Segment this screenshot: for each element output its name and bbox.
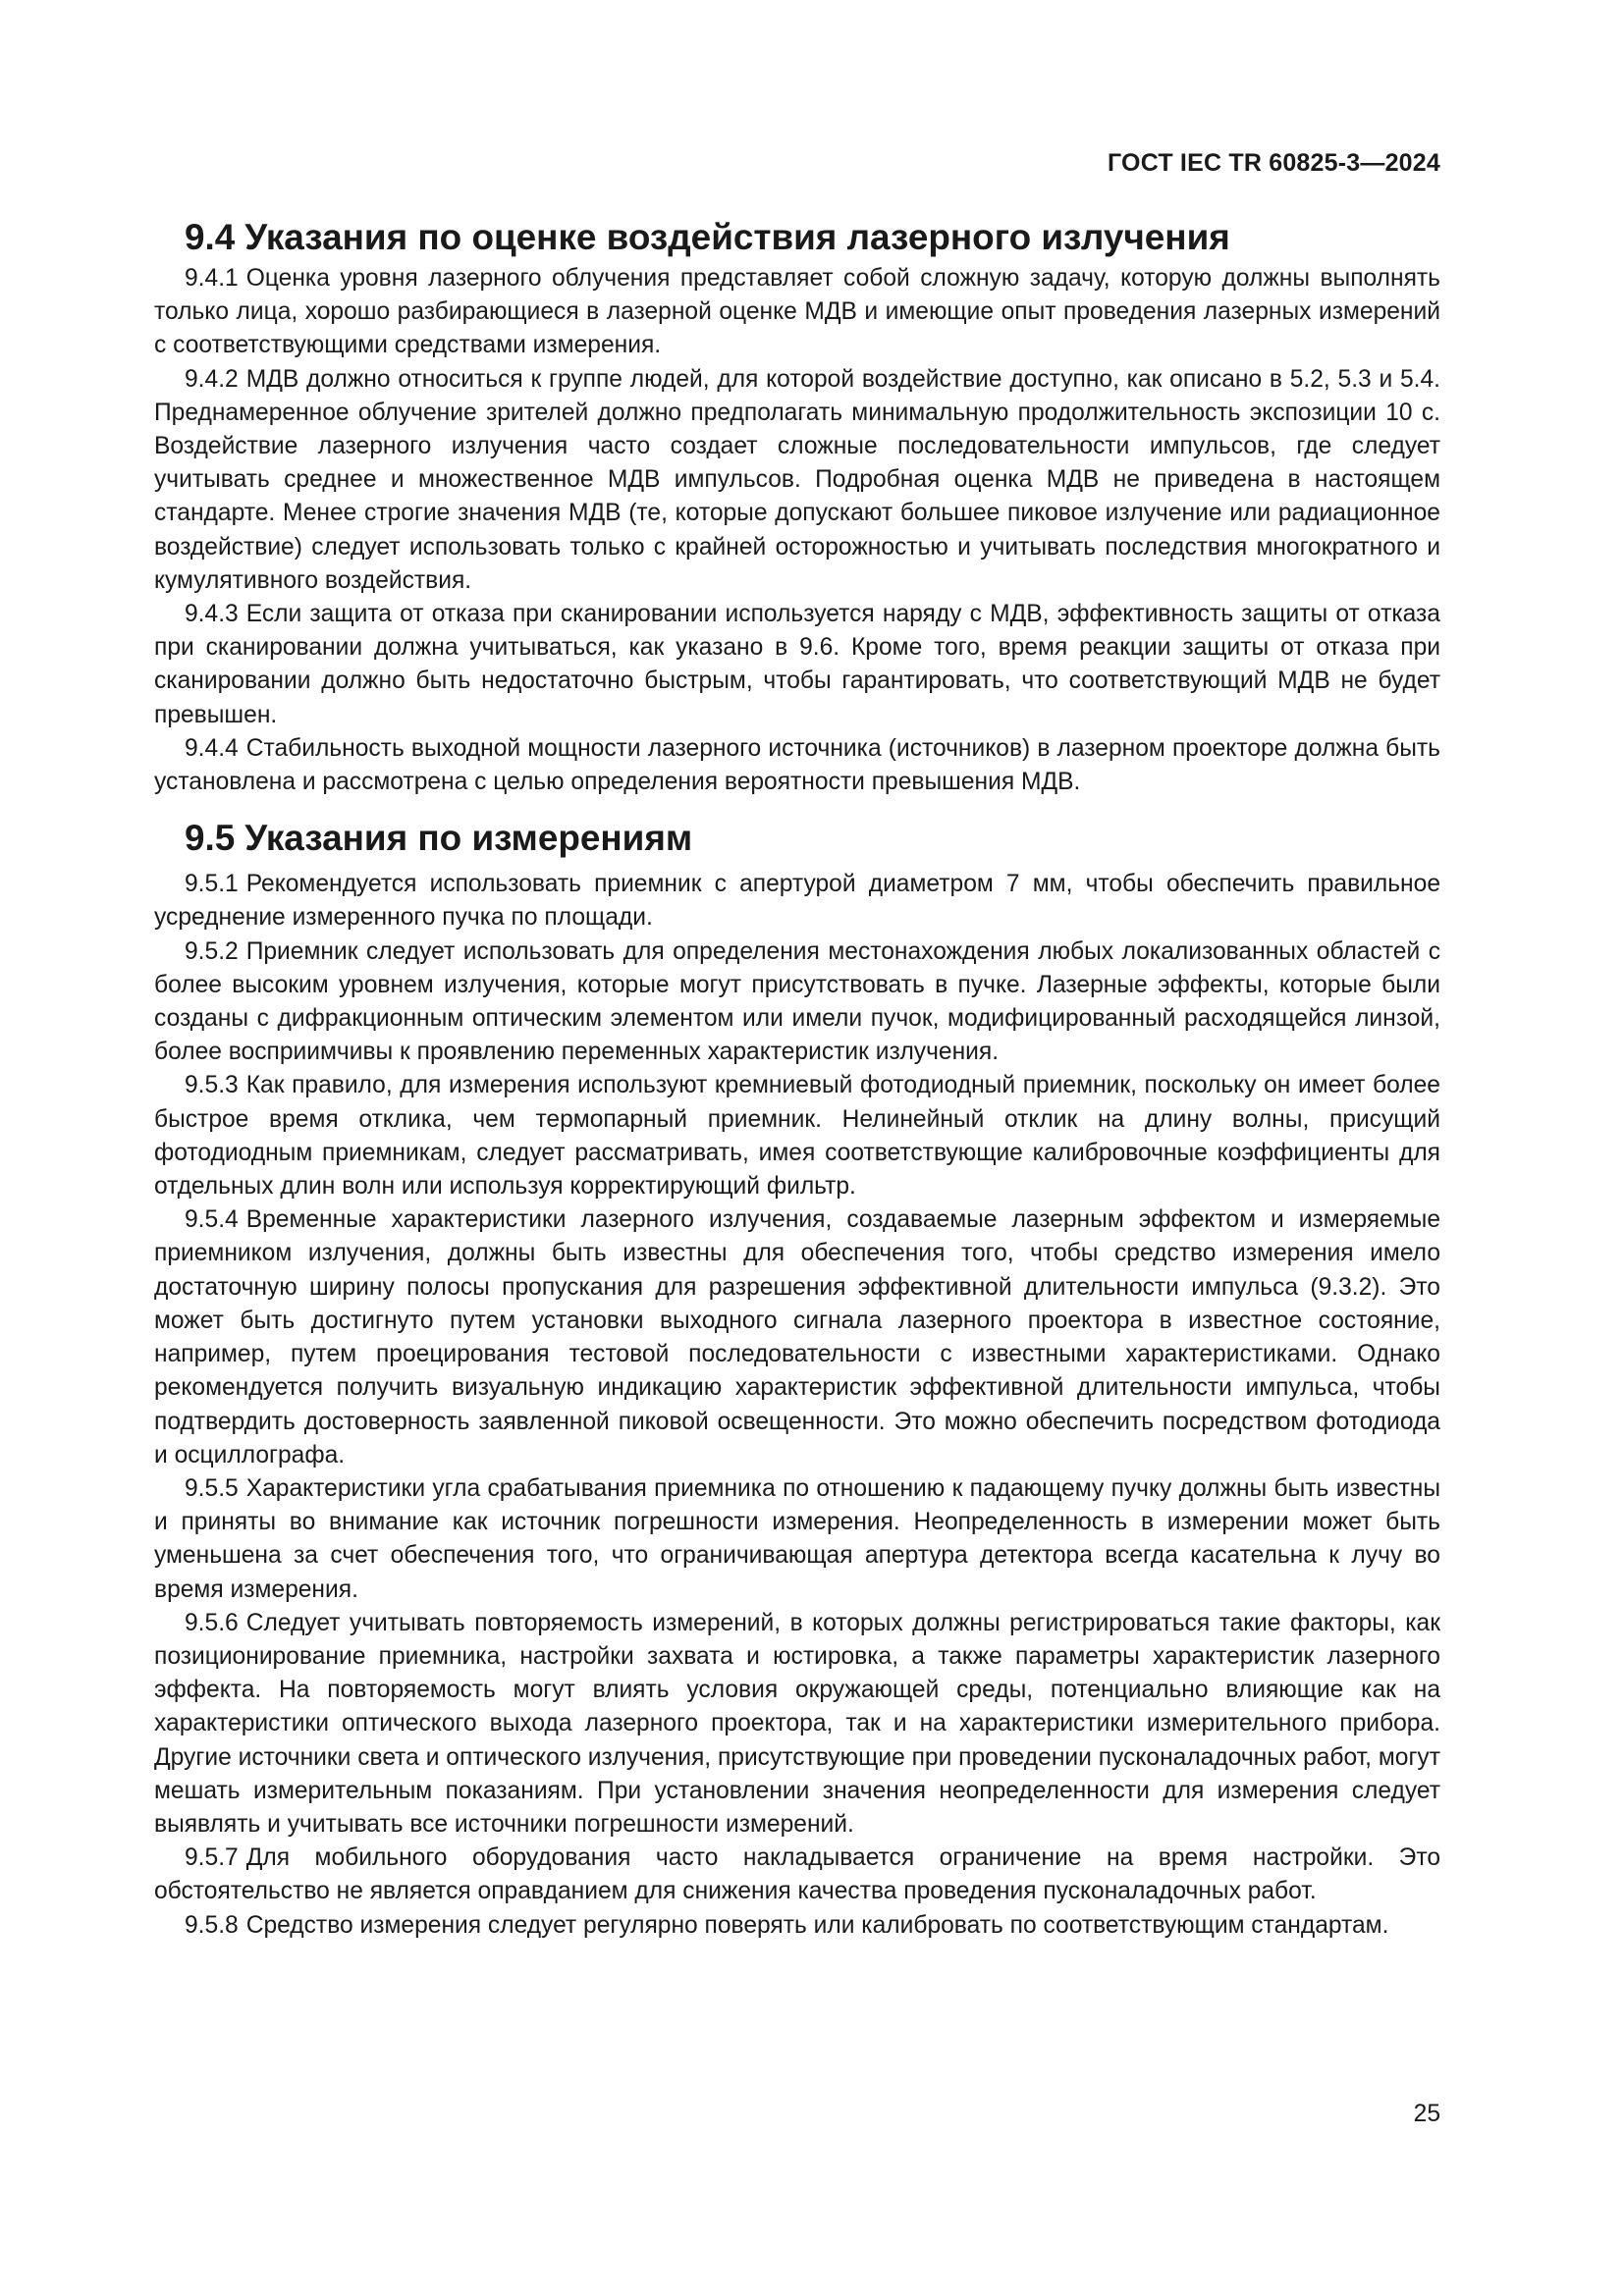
paragraph-9-5-8 [154,1909,1440,1943]
paragraph-text: Рекомендуется использовать приемник с апертурой диаметром 7 мм, чтобы обеспечить правильное усреднение измеренного пучка по площади. [154,871,1440,932]
paragraph-9-5-7 [154,1842,1440,1908]
paragraph-text: Если защита от отказа при сканировании используется наряду с МДВ, эффективность защиты от отказа при сканировании должна учитываться, как указано в 9.6. Кроме того, время реакции защиты от отказа при сканировании должно быть недостаточно быстрым, чтобы гарантировать, что соответствующий МДВ не будет превышен. [154,601,1440,728]
section-number: 9.4 [185,217,236,257]
paragraph-number: 9.5.6 [185,1609,239,1636]
section-number: 9.5 [185,818,236,859]
paragraph-text: Временные характеристики лазерного излучения, создаваемые лазерным эффектом и измеряемые приемником излучения, должны быть известны для обеспечения того, чтобы средство измерения имело достаточную ширину полосы пропускания для разрешения эффективной длительности импульса (9.3.2). Это может быть достигнуто путем установки выходного сигнала лазерного проектора в известное состояние, например, путем проецирования тестовой последовательности с известными характеристиками. Однако рекомендуется получить визуальную индикацию характеристик эффективной длительности импульса, чтобы подтвердить достоверность заявленной пиковой освещенности. Это можно обеспечить посредством фотодиода и осциллографа. [154,1206,1440,1468]
paragraph-9-5-1 [154,868,1440,934]
paragraph-number: 9.5.7 [185,1844,239,1872]
section-title: Указания по измерениям [244,818,693,859]
paragraph-9-5-3 [154,1069,1440,1203]
paragraph-text: Как правило, для измерения используют кремниевый фотодиодный приемник, поскольку он имеет более быстрое время отклика, чем термопарный приемник. Нелинейный отклик на длину волны, присущий фотодиодным приемникам, следует рассматривать, имея соответствующие калибровочные коэффициенты для отдельных длин волн или используя корректирующий фильтр. [154,1072,1440,1201]
paragraph-text: Оценка уровня лазерного облучения представляет собой сложную задачу, которую должны выполнять только лица, хорошо разбирающиеся в лазерной оценке МДВ и имеющие опыт проведения лазерных измерений с соответствующими средствами измерения. [154,265,1440,359]
paragraph-number: 9.5.2 [185,937,239,965]
paragraph-9-5-5 [154,1472,1440,1607]
paragraph-number: 9.5.8 [185,1911,239,1939]
paragraph-number: 9.5.3 [185,1072,239,1099]
paragraph-text: МДВ должно относиться к группе людей, для которой воздействие доступно, как описано в 5.2, 5.3 и 5.4. Преднамеренное облучение зрителей должно предполагать минимальную продолжительность экспозиции 10 с. Воздействие лазерного излучения часто создает сложные последовательности импульсов, где следует учитывать среднее и множественное МДВ импульсов. Подробная оценка МДВ не приведена в настоящем стандарте. Менее строгие значения МДВ (те, которые допускают большее пиковое излучение или радиационное воздействие) следует использовать только с крайней осторожностью и учитывать последствия многократного и кумулятивного воздействия. [154,365,1440,594]
document-code-header: ГОСТ IEC TR 60825-3—2024 [1108,149,1440,177]
paragraph-9-5-4 [154,1203,1440,1472]
paragraph-number: 9.4.3 [185,601,239,628]
paragraph-9-4-1 [154,262,1440,363]
paragraph-9-5-6 [154,1607,1440,1842]
page-number: 25 [1413,2101,1440,2127]
paragraph-text: Средство измерения следует регулярно поверять или калибровать по соответствующим стандартам. [245,1911,1389,1939]
paragraph-9-4-3 [154,598,1440,732]
section-title: Указания по оценке воздействия лазерного излучения [244,217,1230,257]
paragraph-text: Следует учитывать повторяемость измерений, в которых должны регистрироваться такие факторы, как позиционирование приемника, настройки захвата и юстировка, а также параметры характеристик лазерного эффекта. На повторяемость могут влиять условия окружающей среды, потенциально влияющие как на характеристики оптического выхода лазерного проектора, так и на характеристики измерительного прибора. Другие источники света и оптического излучения, присутствующие при проведении пусконаладочных работ, могут мешать измерительным показаниям. При установлении значения неопределенности для измерения следует выявлять и учитывать все источники погрешности измерений. [154,1609,1440,1838]
paragraph-number: 9.5.1 [185,871,239,898]
paragraph-number: 9.5.4 [185,1206,239,1234]
paragraph-text: Для мобильного оборудования часто накладывается ограничение на время настройки. Это обстоятельство не является оправданием для снижения качества проведения пусконаладочных работ. [154,1844,1440,1905]
paragraph-9-4-2 [154,363,1440,598]
paragraph-9-5-2 [154,935,1440,1070]
document-body [154,217,1440,1943]
paragraph-number: 9.4.4 [185,734,239,762]
paragraph-text: Стабильность выходной мощности лазерного источника (источников) в лазерном проекторе должна быть установлена и рассмотрена с целью определения вероятности превышения МДВ. [154,734,1440,796]
paragraph-number: 9.5.5 [185,1474,239,1502]
section-heading-9-4 [154,217,1440,257]
paragraph-number: 9.4.1 [185,265,239,292]
paragraph-text: Характеристики угла срабатывания приемника по отношению к падающему пучку должны быть известны и приняты во внимание как источник погрешности измерения. Неопределенность в измерении может быть уменьшена за счет обеспечения того, что ограничивающая апертура детектора всегда касательна к лучу во время измерения. [154,1474,1440,1603]
paragraph-9-4-4 [154,732,1440,799]
paragraph-number: 9.4.2 [185,365,239,393]
section-heading-9-5 [154,818,1440,859]
paragraph-text: Приемник следует использовать для определения местонахождения любых локализованных областей с более высоким уровнем излучения, которые могут присутствовать в пучке. Лазерные эффекты, которые были созданы с дифракционным оптическим элементом или имели пучок, модифицированный расходящейся линзой, более восприимчивы к проявлению переменных характеристик излучения. [154,937,1440,1066]
